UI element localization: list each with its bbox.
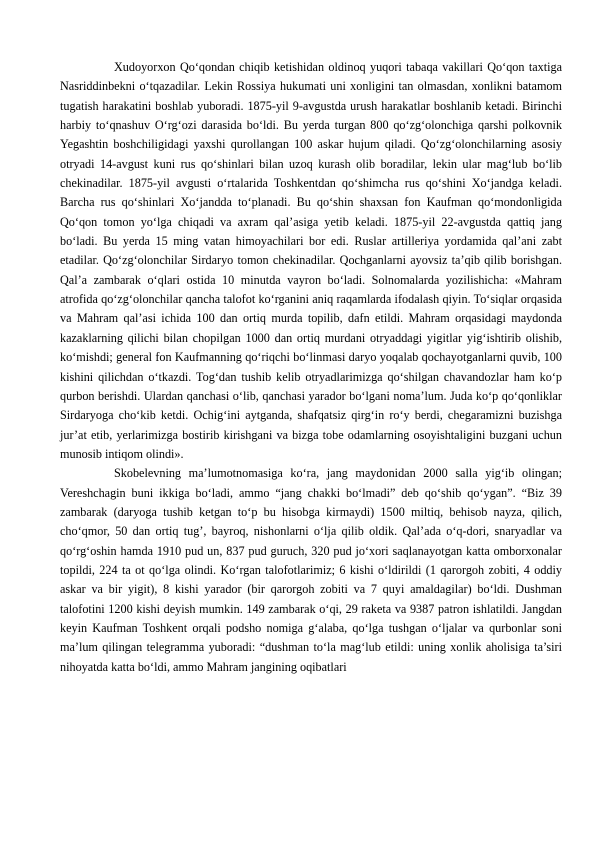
paragraph-1: Xudoyorxon Qo‘qondan chiqib ketishidan oldinoq yuqori tabaqa vakillari Qo‘qon taxtiga Nasriddinbekni o‘tqazadilar. Lekin Rossiya hukumati uni xonligini tan olmasdan, xonlikni batamom tugatish harakatini boshlab yuboradi. 1875-yil 9-avgustda urush harakatlar boshlanib ketadi. Birinchi harbiy to‘qnashuv O‘rg‘ozi darasida bo‘ldi. Bu yerda turgan 800 qo‘zg‘olonchiga qarshi polkovnik Yegashtin boshchiligidagi yaxshi qurollangan 100 askar hujum qiladi. Qo‘zg‘olonchilarning asosiy otryadi 14-avgust kuni rus qo‘shinlari bilan uzoq kurash olib boradilar, lekin ular mag‘lub bo‘lib chekinadilar. 1875-yil avgusti o‘rtalarida Toshkentdan qo‘shimcha rus qo‘shini Xo‘jandga keladi. Barcha rus qo‘shinlari Xo‘jandda to‘planadi. Bu qo‘shin shaxsan fon Kaufman qo‘mondonligida Qo‘qon tomon yo‘lga chiqadi va axram qal’asiga yetib keladi. 1875-yil 22-avgustda qattiq jang bo‘ladi. Bu yerda 15 ming vatan himoyachilari bor edi. Ruslar artilleriya yordamida qal’ani zabt etadilar. Qo‘zg‘olonchilar Sirdaryo tomon chekinadilar. Qochganlarni ayovsiz ta’qib qilib borishgan. Qal’a zambarak o‘qlari ostida 10 minutda vayron bo‘ladi. Solnomalarda yozilishicha: «Mahram atrofida qo‘zg‘olonchilar qancha talofot ko‘rganini aniq raqamlarda ifodalash qiyin. To‘siqlar orqasida va Mahram qal’asi ichida 100 dan ortiq murda topilib, dafn etildi. Mahram orqasidagi maydonda kazaklarning qilichi bilan chopilgan 1000 dan ortiq murdani otryaddagi yigitlar yig‘ishtirib olishib, ko‘mishdi; general fon Kaufmanning qo‘riqchi bo‘linmasi daryo yoqalab qochayotganlarni quvib, 100 kishini qilichdan o‘tkazdi. Tog‘dan tushib kelib otryadlarimizga qo‘shilgan chavandozlar ham ko‘p qurbon berishdi. Ulardan qanchasi o‘lib, qanchasi yarador bo‘lgani noma’lum. Juda ko‘p qo‘qonliklar Sirdaryoga cho‘kib ketdi. Ochig‘ini aytganda, shafqatsiz qirg‘in ro‘y berdi, chegaramizni buzishga jur’at etib, yerlarimizga bostirib kirishgani va bizga tobe odamlarning osoyishtaligini buzgani uchun munosib intiqom olindi». [60,60,562,461]
paragraph-2: Skobelevning ma’lumotnomasiga ko‘ra, jang maydonidan 2000 salla yig‘ib olingan; Vereshchagin buni ikkiga bo‘ladi, ammo “jang chakki bo‘lmadi” deb qo‘shib qo‘ygan”. “Biz 39 zambarak (daryoga tushib ketgan to‘p bu hisobga kirmaydi) 1500 miltiq, behisob nayza, qilich, cho‘qmor, 50 dan ortiq tug’, bayroq, nishonlarni o‘lja qilib oldik. Qal’ada o‘q-dori, snaryadlar va qo‘rg‘oshin hamda 1910 pud un, 837 pud guruch, 320 pud jo‘xori saqlanayotgan katta omborxonalar topildi, 224 ta ot qo‘lga olindi. Ko‘rgan talofotlarimiz; 6 kishi o‘ldirildi (1 qarorgoh zobiti, 4 oddiy askar va bir yigit), 8 kishi yarador (bir qarorgoh zobiti va 7 quyi amaldagilar) bo‘ldi. Dushman talofotini 1200 kishi deyish mumkin. 149 zambarak o‘qi, 29 raketa va 9387 patron ishlatildi. Jangdan keyin Kaufman Toshkent orqali podsho nomiga g‘alaba, qo‘lga tushgan o‘ljalar va qurbonlar soni ma’lum qilingan telegramma yuboradi: “dushman to‘la mag‘lub etildi: uning xonlik aholisiga ta’siri nihoyatda katta bo‘ldi, ammo Mahram jangining oqibatlari [60,466,562,674]
